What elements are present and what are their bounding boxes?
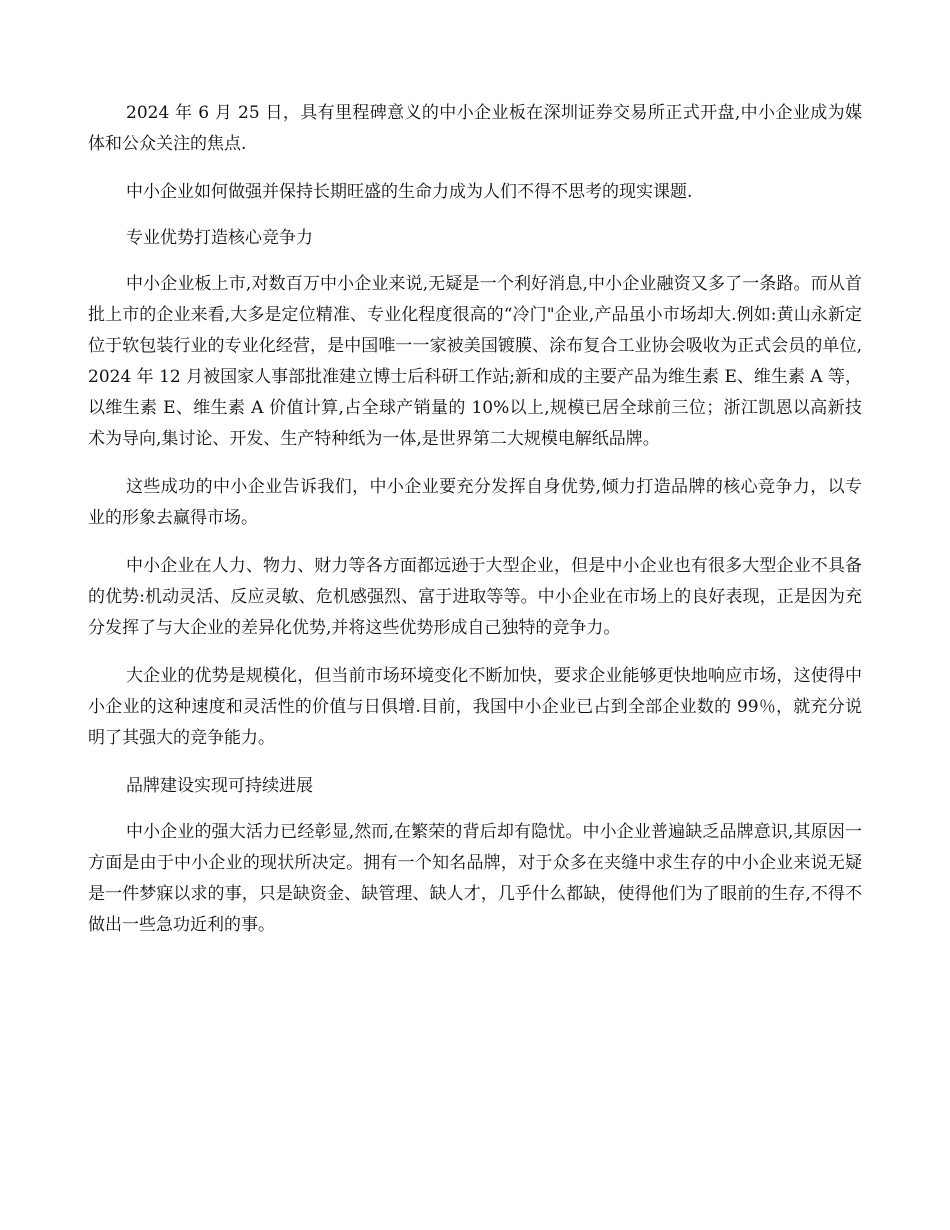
paragraph-question: 中小企业如何做强并保持长期旺盛的生命力成为人们不得不思考的现实课题. bbox=[126, 182, 693, 202]
paragraph-success-lesson: 这些成功的中小企业告诉我们，中小企业要充分发挥自身优势,倾力打造品牌的核心竞争力，以专业的形象去赢得市场。 bbox=[88, 477, 862, 528]
paragraph-opening: 2024 年 6 月 25 日，具有里程碑意义的中小企业板在深圳证券交易所正式开盘,中小企业成为媒体和公众关注的焦点. bbox=[88, 103, 862, 154]
paragraph-sme-advantages: 中小企业在人力、物力、财力等各方面都远逊于大型企业，但是中小企业也有很多大型企业不具备的优势:机动灵活、反应灵敏、危机感强烈、富于进取等等。中小企业在市场上的良好表现，正是因为充分发挥了与大企业的差异化优势,并将这些优势形成自己独特的竞争力。 bbox=[88, 556, 862, 638]
document-page bbox=[88, 98, 862, 958]
paragraph-scale-vs-speed: 大企业的优势是规模化，但当前市场环境变化不断加快，要求企业能够更快地响应市场，这使得中小企业的这种速度和灵活性的价值与日俱增.目前，我国中小企业已占到全部企业数的 99％，就充分说明了其强大的竞争能力。 bbox=[88, 666, 862, 748]
section-heading-professional-advantage: 专业优势打造核心竞争力 bbox=[126, 228, 313, 248]
section-heading-brand-building: 品牌建设实现可持续进展 bbox=[126, 776, 313, 796]
paragraph-listing-examples: 中小企业板上市,对数百万中小企业来说,无疑是一个利好消息,中小企业融资又多了一条路。而从首批上市的企业来看,大多是定位精准、专业化程度很高的“冷门"企业,产品虽小市场却大.例如:黄山永新定位于软包装行业的专业化经营，是中国唯一一家被美国镀膜、涂布复合工业协会吸收为正式会员的单位,2024 年 12 月被国家人事部批准建立博士后科研工作站;新和成的主要产品为维生素 E、维生素 A 等，以维生素 E、维生素 A 价值计算,占全球产销量的 10%以上,规模已居全球前三位；浙江凯恩以高新技术为导向,集讨论、开发、生产特种纸为一体,是世界第二大规模电解纸品牌。 bbox=[88, 274, 862, 449]
paragraph-brand-concerns: 中小企业的强大活力已经彰显,然而,在繁荣的背后却有隐忧。中小企业普遍缺乏品牌意识,其原因一方面是由于中小企业的现状所决定。拥有一个知名品牌，对于众多在夹缝中求生存的中小企业来说无疑是一件梦寐以求的事，只是缺资金、缺管理、缺人才，几乎什么都缺，使得他们为了眼前的生存,不得不做出一些急功近利的事。 bbox=[88, 822, 862, 935]
